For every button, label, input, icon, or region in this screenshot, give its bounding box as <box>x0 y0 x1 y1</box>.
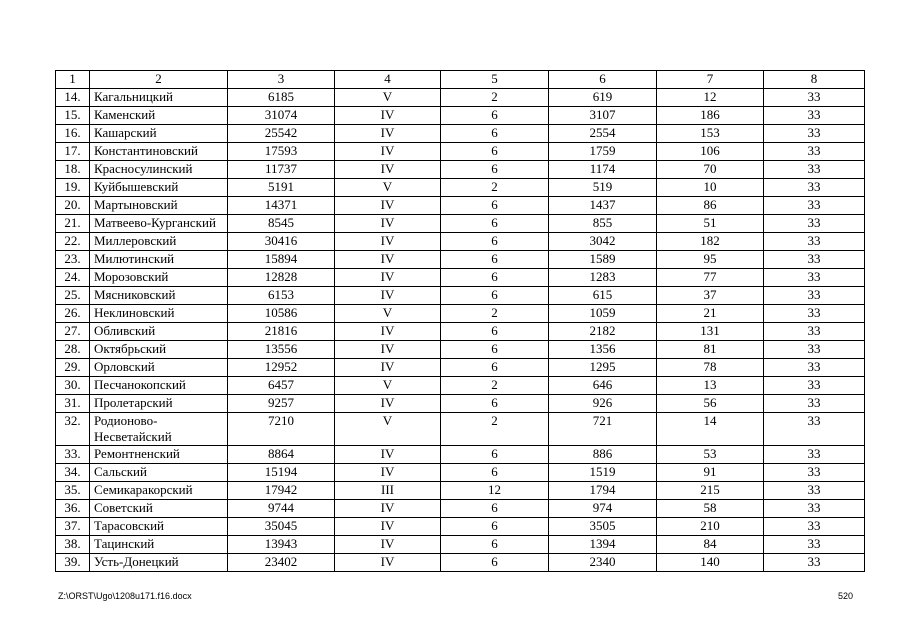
header-cell: 1 <box>56 71 90 89</box>
value-col3-cell: 13556 <box>228 341 335 359</box>
value-col8-cell: 33 <box>764 251 865 269</box>
header-cell: 8 <box>764 71 865 89</box>
value-col7-cell: 86 <box>657 197 764 215</box>
value-col3-cell: 25542 <box>228 125 335 143</box>
row-number-cell: 22. <box>56 233 90 251</box>
value-col3-cell: 15894 <box>228 251 335 269</box>
district-name-cell: Сальский <box>90 464 228 482</box>
row-number-cell: 14. <box>56 89 90 107</box>
value-col8-cell: 33 <box>764 482 865 500</box>
value-col4-cell: IV <box>335 518 441 536</box>
district-name-cell: Пролетарский <box>90 395 228 413</box>
table-row <box>56 269 865 287</box>
header-cell: 3 <box>228 71 335 89</box>
value-col6-cell: 3107 <box>549 107 657 125</box>
value-col4-cell: IV <box>335 215 441 233</box>
table-row <box>56 305 865 323</box>
value-col5-cell: 12 <box>441 482 549 500</box>
table-row <box>56 341 865 359</box>
value-col5-cell: 6 <box>441 359 549 377</box>
value-col4-cell: IV <box>335 395 441 413</box>
data-table <box>55 70 865 572</box>
value-col5-cell: 6 <box>441 536 549 554</box>
value-col7-cell: 14 <box>657 413 764 446</box>
row-number-cell: 19. <box>56 179 90 197</box>
value-col8-cell: 33 <box>764 500 865 518</box>
value-col8-cell: 33 <box>764 143 865 161</box>
value-col6-cell: 3505 <box>549 518 657 536</box>
value-col6-cell: 1759 <box>549 143 657 161</box>
value-col8-cell: 33 <box>764 197 865 215</box>
table-row <box>56 161 865 179</box>
value-col7-cell: 10 <box>657 179 764 197</box>
value-col7-cell: 182 <box>657 233 764 251</box>
value-col4-cell: V <box>335 179 441 197</box>
row-number-cell: 15. <box>56 107 90 125</box>
value-col7-cell: 153 <box>657 125 764 143</box>
value-col8-cell: 33 <box>764 89 865 107</box>
value-col5-cell: 6 <box>441 554 549 572</box>
value-col3-cell: 30416 <box>228 233 335 251</box>
header-cell: 4 <box>335 71 441 89</box>
value-col3-cell: 12828 <box>228 269 335 287</box>
value-col5-cell: 6 <box>441 395 549 413</box>
district-name-cell: Родионово-Несветайский <box>90 413 228 446</box>
value-col7-cell: 37 <box>657 287 764 305</box>
value-col4-cell: III <box>335 482 441 500</box>
value-col3-cell: 13943 <box>228 536 335 554</box>
value-col7-cell: 70 <box>657 161 764 179</box>
header-cell: 6 <box>549 71 657 89</box>
row-number-cell: 37. <box>56 518 90 536</box>
value-col5-cell: 6 <box>441 107 549 125</box>
value-col8-cell: 33 <box>764 179 865 197</box>
value-col8-cell: 33 <box>764 341 865 359</box>
value-col3-cell: 11737 <box>228 161 335 179</box>
value-col4-cell: IV <box>335 197 441 215</box>
value-col7-cell: 51 <box>657 215 764 233</box>
value-col6-cell: 974 <box>549 500 657 518</box>
value-col3-cell: 5191 <box>228 179 335 197</box>
value-col8-cell: 33 <box>764 464 865 482</box>
value-col5-cell: 2 <box>441 377 549 395</box>
value-col7-cell: 140 <box>657 554 764 572</box>
table-row <box>56 446 865 464</box>
row-number-cell: 31. <box>56 395 90 413</box>
value-col7-cell: 215 <box>657 482 764 500</box>
value-col3-cell: 17593 <box>228 143 335 161</box>
value-col4-cell: IV <box>335 536 441 554</box>
value-col4-cell: IV <box>335 269 441 287</box>
value-col3-cell: 9744 <box>228 500 335 518</box>
table-row <box>56 395 865 413</box>
value-col7-cell: 13 <box>657 377 764 395</box>
table-row <box>56 89 865 107</box>
value-col3-cell: 10586 <box>228 305 335 323</box>
district-name-cell: Константиновский <box>90 143 228 161</box>
row-number-cell: 27. <box>56 323 90 341</box>
table-row <box>56 413 865 446</box>
value-col3-cell: 6457 <box>228 377 335 395</box>
value-col5-cell: 6 <box>441 215 549 233</box>
district-name-cell: Усть-Донецкий <box>90 554 228 572</box>
table-row <box>56 215 865 233</box>
value-col3-cell: 21816 <box>228 323 335 341</box>
district-name-cell: Советский <box>90 500 228 518</box>
row-number-cell: 23. <box>56 251 90 269</box>
value-col5-cell: 2 <box>441 305 549 323</box>
district-name-cell: Кагальницкий <box>90 89 228 107</box>
value-col6-cell: 1794 <box>549 482 657 500</box>
value-col4-cell: IV <box>335 161 441 179</box>
value-col6-cell: 1394 <box>549 536 657 554</box>
value-col6-cell: 886 <box>549 446 657 464</box>
value-col6-cell: 646 <box>549 377 657 395</box>
table-row <box>56 377 865 395</box>
value-col6-cell: 2554 <box>549 125 657 143</box>
row-number-cell: 30. <box>56 377 90 395</box>
table-row <box>56 323 865 341</box>
value-col6-cell: 2182 <box>549 323 657 341</box>
table-row <box>56 107 865 125</box>
value-col6-cell: 926 <box>549 395 657 413</box>
value-col5-cell: 6 <box>441 197 549 215</box>
value-col6-cell: 855 <box>549 215 657 233</box>
value-col5-cell: 2 <box>441 89 549 107</box>
row-number-cell: 20. <box>56 197 90 215</box>
value-col4-cell: IV <box>335 359 441 377</box>
value-col7-cell: 84 <box>657 536 764 554</box>
table-header-row <box>56 71 865 89</box>
value-col3-cell: 8545 <box>228 215 335 233</box>
value-col8-cell: 33 <box>764 554 865 572</box>
value-col4-cell: IV <box>335 125 441 143</box>
value-col5-cell: 6 <box>441 464 549 482</box>
value-col3-cell: 7210 <box>228 413 335 446</box>
page-number: 520 <box>838 591 854 601</box>
row-number-cell: 33. <box>56 446 90 464</box>
value-col3-cell: 14371 <box>228 197 335 215</box>
value-col8-cell: 33 <box>764 305 865 323</box>
value-col5-cell: 6 <box>441 143 549 161</box>
value-col5-cell: 6 <box>441 446 549 464</box>
value-col5-cell: 6 <box>441 161 549 179</box>
row-number-cell: 16. <box>56 125 90 143</box>
value-col8-cell: 33 <box>764 233 865 251</box>
district-name-cell: Мартыновский <box>90 197 228 215</box>
district-name-cell: Песчанокопский <box>90 377 228 395</box>
value-col3-cell: 6185 <box>228 89 335 107</box>
row-number-cell: 28. <box>56 341 90 359</box>
district-name-cell: Тарасовский <box>90 518 228 536</box>
value-col8-cell: 33 <box>764 518 865 536</box>
value-col7-cell: 78 <box>657 359 764 377</box>
value-col7-cell: 53 <box>657 446 764 464</box>
table-row <box>56 359 865 377</box>
value-col6-cell: 615 <box>549 287 657 305</box>
value-col8-cell: 33 <box>764 359 865 377</box>
value-col7-cell: 12 <box>657 89 764 107</box>
header-cell: 7 <box>657 71 764 89</box>
table-body <box>56 71 865 572</box>
district-name-cell: Орловский <box>90 359 228 377</box>
value-col4-cell: IV <box>335 446 441 464</box>
district-name-cell: Тацинский <box>90 536 228 554</box>
row-number-cell: 35. <box>56 482 90 500</box>
value-col8-cell: 33 <box>764 446 865 464</box>
row-number-cell: 21. <box>56 215 90 233</box>
value-col8-cell: 33 <box>764 536 865 554</box>
value-col6-cell: 619 <box>549 89 657 107</box>
value-col5-cell: 6 <box>441 518 549 536</box>
row-number-cell: 17. <box>56 143 90 161</box>
row-number-cell: 34. <box>56 464 90 482</box>
value-col8-cell: 33 <box>764 269 865 287</box>
value-col8-cell: 33 <box>764 395 865 413</box>
row-number-cell: 25. <box>56 287 90 305</box>
district-name-cell: Миллеровский <box>90 233 228 251</box>
table-row <box>56 518 865 536</box>
value-col3-cell: 9257 <box>228 395 335 413</box>
district-name-cell: Каменский <box>90 107 228 125</box>
district-name-cell: Милютинский <box>90 251 228 269</box>
row-number-cell: 32. <box>56 413 90 446</box>
table-row <box>56 536 865 554</box>
value-col4-cell: V <box>335 413 441 446</box>
value-col6-cell: 1295 <box>549 359 657 377</box>
row-number-cell: 18. <box>56 161 90 179</box>
table-row <box>56 251 865 269</box>
table-row <box>56 179 865 197</box>
value-col8-cell: 33 <box>764 107 865 125</box>
value-col3-cell: 23402 <box>228 554 335 572</box>
value-col8-cell: 33 <box>764 377 865 395</box>
value-col5-cell: 6 <box>441 500 549 518</box>
value-col4-cell: IV <box>335 143 441 161</box>
value-col7-cell: 58 <box>657 500 764 518</box>
table-row <box>56 143 865 161</box>
row-number-cell: 26. <box>56 305 90 323</box>
value-col3-cell: 15194 <box>228 464 335 482</box>
value-col7-cell: 77 <box>657 269 764 287</box>
value-col6-cell: 1589 <box>549 251 657 269</box>
value-col8-cell: 33 <box>764 323 865 341</box>
value-col6-cell: 1519 <box>549 464 657 482</box>
value-col7-cell: 186 <box>657 107 764 125</box>
table-row <box>56 500 865 518</box>
value-col5-cell: 6 <box>441 341 549 359</box>
value-col4-cell: IV <box>335 251 441 269</box>
district-name-cell: Красносулинский <box>90 161 228 179</box>
district-name-cell: Морозовский <box>90 269 228 287</box>
header-cell: 2 <box>90 71 228 89</box>
value-col4-cell: IV <box>335 554 441 572</box>
value-col4-cell: IV <box>335 233 441 251</box>
value-col4-cell: IV <box>335 341 441 359</box>
value-col6-cell: 2340 <box>549 554 657 572</box>
table-row <box>56 197 865 215</box>
value-col4-cell: IV <box>335 287 441 305</box>
value-col5-cell: 6 <box>441 269 549 287</box>
value-col7-cell: 95 <box>657 251 764 269</box>
table-row <box>56 482 865 500</box>
value-col8-cell: 33 <box>764 215 865 233</box>
value-col3-cell: 35045 <box>228 518 335 536</box>
value-col7-cell: 91 <box>657 464 764 482</box>
district-name-cell: Куйбышевский <box>90 179 228 197</box>
value-col3-cell: 31074 <box>228 107 335 125</box>
value-col5-cell: 6 <box>441 287 549 305</box>
district-name-cell: Неклиновский <box>90 305 228 323</box>
row-number-cell: 38. <box>56 536 90 554</box>
value-col4-cell: IV <box>335 323 441 341</box>
district-name-cell: Обливский <box>90 323 228 341</box>
value-col5-cell: 2 <box>441 179 549 197</box>
value-col7-cell: 210 <box>657 518 764 536</box>
header-cell: 5 <box>441 71 549 89</box>
value-col6-cell: 1059 <box>549 305 657 323</box>
value-col5-cell: 2 <box>441 413 549 446</box>
value-col4-cell: V <box>335 305 441 323</box>
value-col6-cell: 721 <box>549 413 657 446</box>
value-col4-cell: V <box>335 89 441 107</box>
value-col7-cell: 131 <box>657 323 764 341</box>
value-col6-cell: 1437 <box>549 197 657 215</box>
value-col3-cell: 6153 <box>228 287 335 305</box>
value-col6-cell: 1356 <box>549 341 657 359</box>
value-col3-cell: 8864 <box>228 446 335 464</box>
value-col5-cell: 6 <box>441 323 549 341</box>
district-name-cell: Кашарский <box>90 125 228 143</box>
table-row <box>56 287 865 305</box>
value-col8-cell: 33 <box>764 161 865 179</box>
value-col6-cell: 3042 <box>549 233 657 251</box>
value-col4-cell: IV <box>335 500 441 518</box>
value-col5-cell: 6 <box>441 233 549 251</box>
table-row <box>56 125 865 143</box>
district-name-cell: Мясниковский <box>90 287 228 305</box>
value-col4-cell: V <box>335 377 441 395</box>
row-number-cell: 24. <box>56 269 90 287</box>
row-number-cell: 39. <box>56 554 90 572</box>
value-col4-cell: IV <box>335 107 441 125</box>
value-col5-cell: 6 <box>441 251 549 269</box>
value-col6-cell: 1174 <box>549 161 657 179</box>
district-name-cell: Ремонтненский <box>90 446 228 464</box>
value-col7-cell: 81 <box>657 341 764 359</box>
table-row <box>56 233 865 251</box>
value-col7-cell: 56 <box>657 395 764 413</box>
value-col8-cell: 33 <box>764 287 865 305</box>
footer-file-path: Z:\ORST\Ugo\1208u171.f16.docx <box>58 591 192 601</box>
value-col4-cell: IV <box>335 464 441 482</box>
value-col8-cell: 33 <box>764 125 865 143</box>
value-col6-cell: 519 <box>549 179 657 197</box>
value-col7-cell: 21 <box>657 305 764 323</box>
table-row <box>56 554 865 572</box>
value-col3-cell: 12952 <box>228 359 335 377</box>
district-name-cell: Семикаракорский <box>90 482 228 500</box>
value-col5-cell: 6 <box>441 125 549 143</box>
value-col3-cell: 17942 <box>228 482 335 500</box>
value-col8-cell: 33 <box>764 413 865 446</box>
row-number-cell: 29. <box>56 359 90 377</box>
district-name-cell: Октябрьский <box>90 341 228 359</box>
table-row <box>56 464 865 482</box>
district-name-cell: Матвеево-Курганский <box>90 215 228 233</box>
value-col7-cell: 106 <box>657 143 764 161</box>
row-number-cell: 36. <box>56 500 90 518</box>
value-col6-cell: 1283 <box>549 269 657 287</box>
